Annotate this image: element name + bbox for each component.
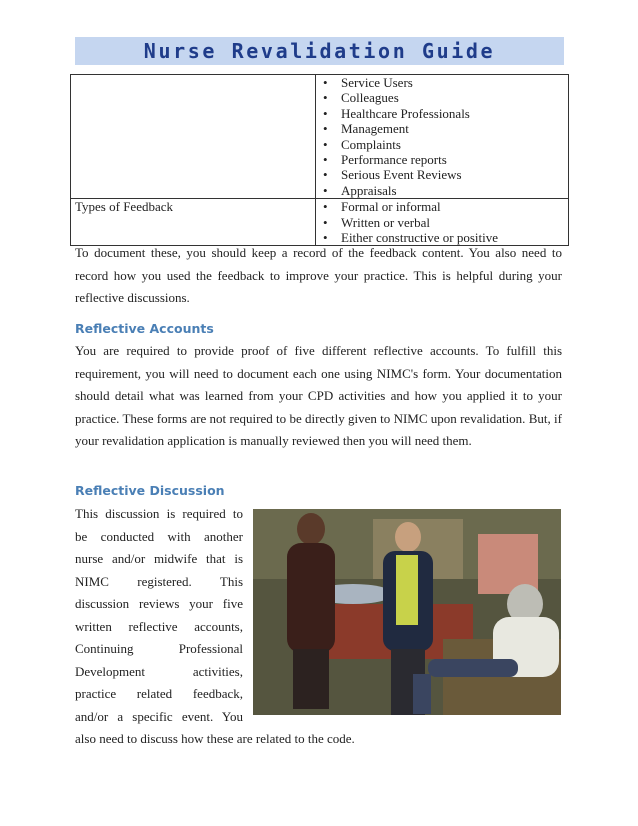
list-item: • Performance reports: [320, 152, 564, 167]
table-row: [71, 199, 569, 246]
table-cell-items: [316, 75, 569, 199]
list-item: • Appraisals: [320, 183, 564, 198]
reflective-accounts-body: You are required to provide proof of five different reflective accounts. To fulfill this requirement, you will need to document each one using NIMC's form. Your documentation should detail what was learned from your CPD activities and how you applied it to your practice. These forms are not required to be directly given to NIMC upon revalidation. But, if your revalidation application is manually reviewed then you will need them.: [75, 343, 562, 448]
text-line: be conducted with another: [75, 528, 243, 544]
list-item: • Management: [320, 121, 564, 136]
table-cell-label: [71, 75, 316, 199]
list-item: • Complaints: [320, 137, 564, 152]
page-title: Nurse Revalidation Guide: [143, 39, 496, 63]
feedback-sources-list: [320, 75, 564, 198]
text-line: This discussion is required to: [75, 506, 243, 521]
text-line: Continuing Professional: [75, 641, 243, 656]
table-cell-items: [316, 199, 569, 246]
text-line: NIMC registered. This: [75, 573, 243, 589]
reflective-discussion-last-line: also need to discuss how these are related to the code.: [75, 731, 355, 746]
table-row: [71, 75, 569, 199]
text-line: and/or a specific event. You: [75, 708, 243, 724]
text-line: nurse and/or midwife that is: [75, 551, 243, 566]
reflective-discussion-wrap-text: [75, 503, 243, 728]
text-line: written reflective accounts,: [75, 618, 243, 634]
list-item: • Colleagues: [320, 90, 564, 105]
reflective-discussion-heading: Reflective Discussion: [75, 483, 225, 498]
list-item: • Written or verbal: [320, 215, 564, 230]
list-item: • Either constructive or positive: [320, 230, 564, 245]
list-item: • Serious Event Reviews: [320, 167, 564, 182]
list-item: • Healthcare Professionals: [320, 106, 564, 121]
feedback-table: [70, 74, 569, 246]
reflective-accounts-heading: Reflective Accounts: [75, 321, 214, 336]
feedback-note: To document these, you should keep a record of the feedback content. You also need to record how you used the feedback to improve your practice. This is helpful during your reflective discussions.: [75, 245, 562, 305]
list-item: • Formal or informal: [320, 199, 564, 214]
list-item: • Service Users: [320, 75, 564, 90]
discussion-photo-illustration: [253, 509, 561, 715]
discussion-photo: [253, 509, 561, 715]
feedback-types-list: [320, 199, 564, 245]
table-cell-label: Types of Feedback: [71, 199, 316, 246]
text-line: practice related feedback,: [75, 686, 243, 701]
text-line: discussion reviews your five: [75, 596, 243, 611]
text-line: Development activities,: [75, 663, 243, 679]
title-banner: [75, 37, 564, 65]
